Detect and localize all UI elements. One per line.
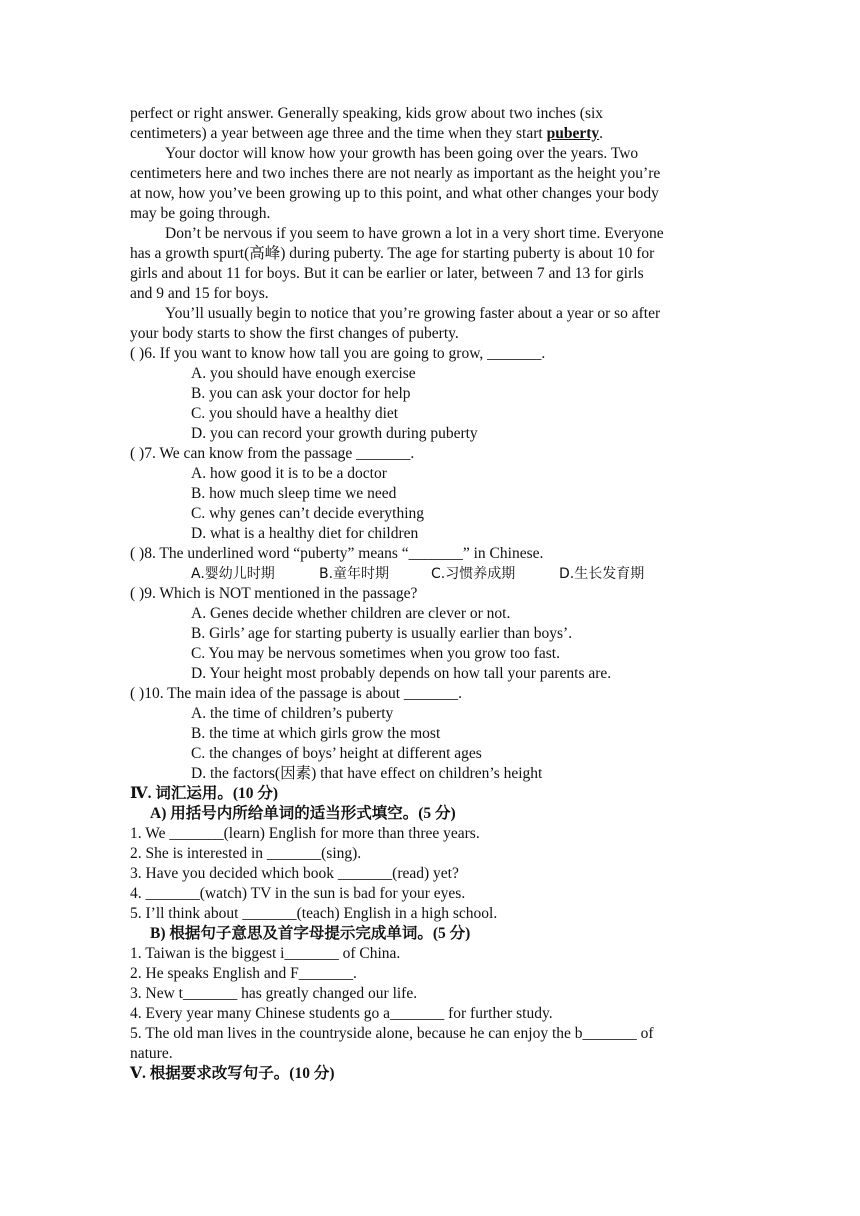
exercise-item: 1. Taiwan is the biggest i_______ of China. (130, 945, 401, 962)
answer-option-row (130, 564, 730, 584)
answer-option: D. the factors(因素) that have effect on children’s height (191, 765, 543, 782)
passage-line: Don’t be nervous if you seem to have grown a lot in a very short time. Everyone (165, 225, 664, 242)
answer-option: C. the changes of boys’ height at different ages (191, 745, 482, 762)
answer-option: D. what is a healthy diet for children (191, 525, 419, 542)
answer-option: D. Your height most probably depends on how tall your parents are. (191, 665, 612, 682)
exercise-item: 3. New t_______ has greatly changed our life. (130, 985, 418, 1002)
section-heading: Ⅳ. 词汇运用。(10 分) (130, 785, 279, 802)
answer-option: B.童年时期 (319, 566, 390, 582)
answer-option: C. why genes can’t decide everything (191, 505, 424, 522)
answer-option: B. the time at which girls grow the most (191, 725, 441, 742)
exercise-item: 4. Every year many Chinese students go a_______ for further study. (130, 1005, 553, 1022)
answer-option: B. Girls’ age for starting puberty is usually earlier than boys’. (191, 625, 573, 642)
question-stem: ( )8. The underlined word “puberty” means “_______” in Chinese. (130, 545, 544, 562)
passage-line: at now, how you’ve been growing up to this point, and what other changes your body (130, 185, 659, 202)
passage-line: girls and about 11 for boys. But it can be earlier or later, between 7 and 13 for girls (130, 265, 644, 282)
exercise-item: 5. The old man lives in the countryside alone, because he can enjoy the b_______ of (130, 1025, 654, 1042)
exercise-item: nature. (130, 1045, 173, 1062)
answer-option: D. you can record your growth during puberty (191, 425, 478, 442)
answer-option: A.婴幼儿时期 (191, 566, 275, 582)
answer-option: A. Genes decide whether children are clever or not. (191, 605, 511, 622)
answer-option: B. you can ask your doctor for help (191, 385, 411, 402)
answer-option: C.习惯养成期 (431, 566, 516, 582)
answer-option: B. how much sleep time we need (191, 485, 397, 502)
passage-line: centimeters here and two inches there are not nearly as important as the height you’re (130, 165, 661, 182)
exercise-item: 5. I’ll think about _______(teach) English in a high school. (130, 905, 498, 922)
answer-option: C. you should have a healthy diet (191, 405, 399, 422)
answer-option: D.生长发育期 (559, 566, 645, 582)
passage-line: You’ll usually begin to notice that you’re growing faster about a year or so after (165, 305, 661, 322)
exam-page (130, 104, 730, 1084)
passage-line: perfect or right answer. Generally speaking, kids grow about two inches (six (130, 105, 604, 122)
exercise-item: 4. _______(watch) TV in the sun is bad for your eyes. (130, 885, 466, 902)
passage-line: your body starts to show the first changes of puberty. (130, 325, 459, 342)
question-stem: ( )10. The main idea of the passage is about _______. (130, 685, 463, 702)
passage-line: has a growth spurt(高峰) during puberty. The age for starting puberty is about 10 for (130, 245, 655, 262)
question-stem: ( )9. Which is NOT mentioned in the passage? (130, 585, 418, 602)
exercise-item: 3. Have you decided which book _______(read) yet? (130, 865, 459, 882)
section-heading: Ⅴ. 根据要求改写句子。(10 分) (130, 1065, 335, 1082)
underlined-word: puberty (546, 125, 600, 142)
answer-option: C. You may be nervous sometimes when you grow too fast. (191, 645, 560, 662)
answer-option: A. how good it is to be a doctor (191, 465, 387, 482)
passage-line: centimeters) a year between age three and the time when they start puberty. (130, 125, 604, 142)
exercise-item: 1. We _______(learn) English for more than three years. (130, 825, 480, 842)
question-stem: ( )6. If you want to know how tall you are going to grow, _______. (130, 345, 546, 362)
passage-line: and 9 and 15 for boys. (130, 285, 269, 302)
exercise-item: 2. She is interested in _______(sing). (130, 845, 362, 862)
question-stem: ( )7. We can know from the passage _______. (130, 445, 415, 462)
subsection-heading: B) 根据句子意思及首字母提示完成单词。(5 分) (150, 925, 471, 942)
answer-option: A. you should have enough exercise (191, 365, 416, 382)
subsection-heading: A) 用括号内所给单词的适当形式填空。(5 分) (150, 805, 456, 822)
passage-line: Your doctor will know how your growth has been going over the years. Two (165, 145, 639, 162)
exercise-item: 2. He speaks English and F_______. (130, 965, 357, 982)
passage-line: may be going through. (130, 205, 271, 222)
answer-option: A. the time of children’s puberty (191, 705, 394, 722)
